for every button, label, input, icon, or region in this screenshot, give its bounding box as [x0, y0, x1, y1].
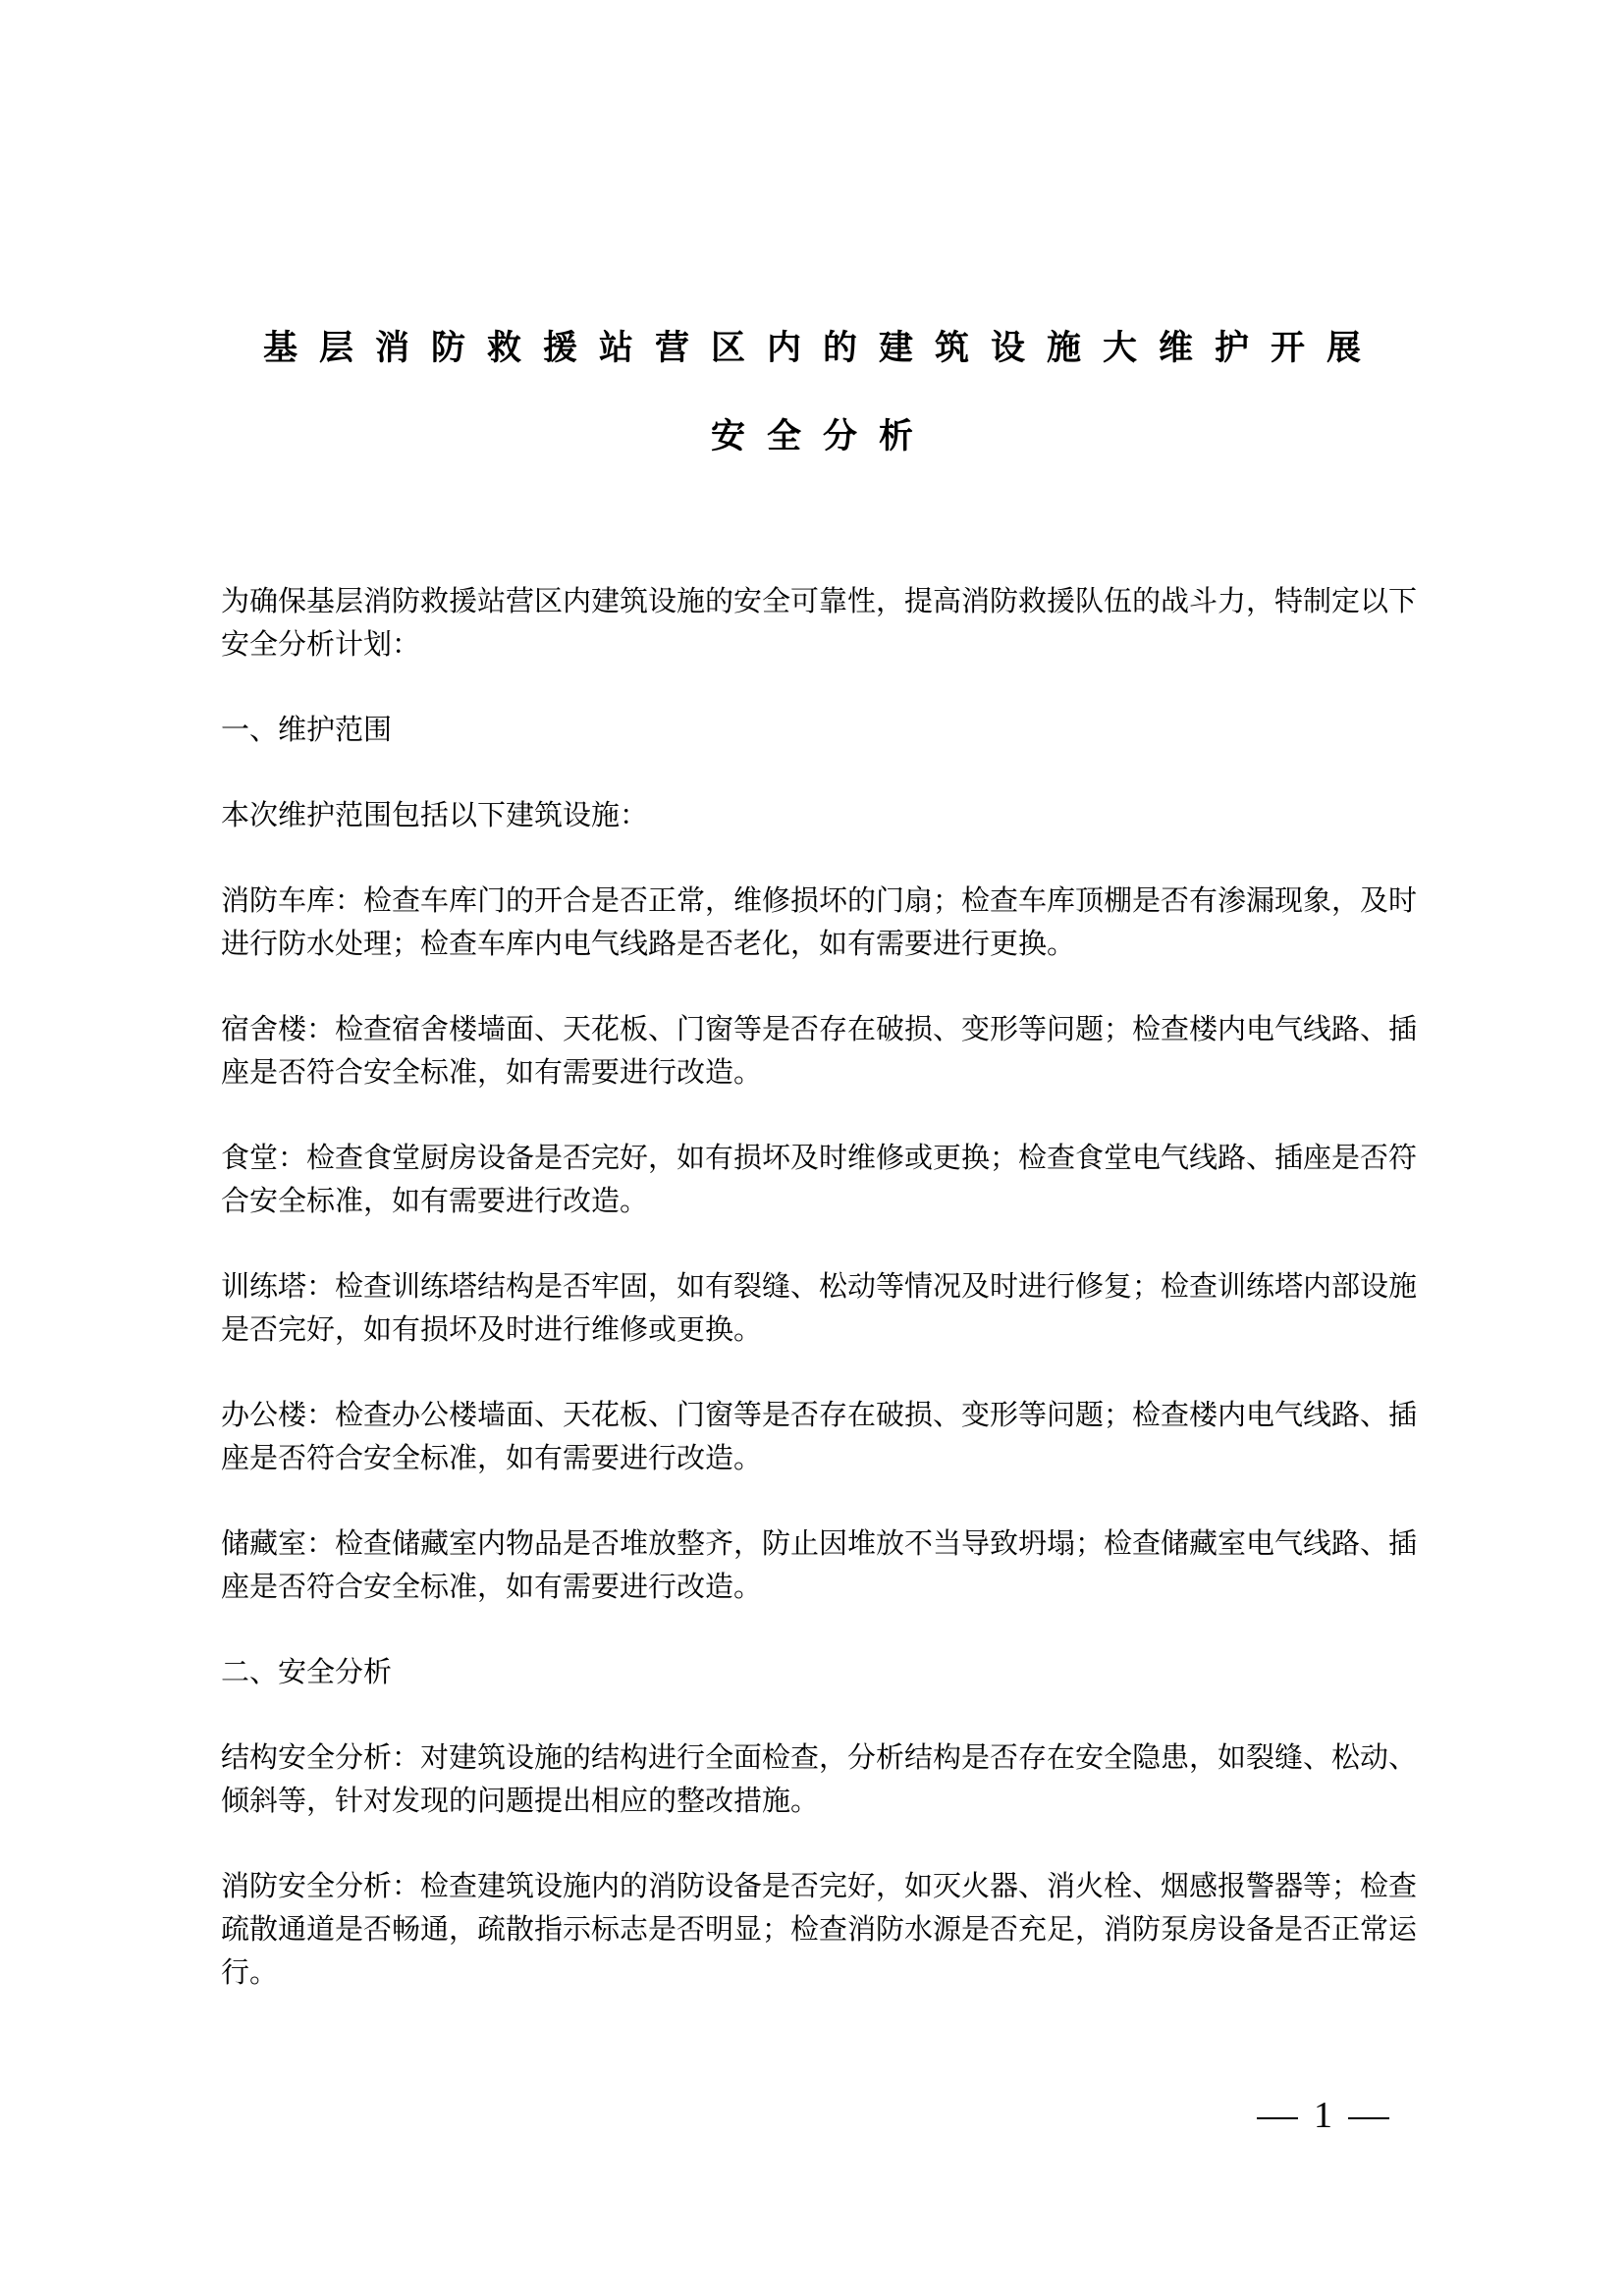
item-fire-garage: [221, 879, 1438, 965]
analysis-text: ：对建筑设施的结构进行全面检查，分析结构是否存在安全隐患，如裂缝、松动、倾斜等，针对发现的问题提出相应的整改措施。: [221, 1740, 1418, 1817]
item-canteen: [221, 1136, 1438, 1222]
item-text: ：检查食堂厨房设备是否完好，如有损坏及时维修或更换；检查食堂电气线路、插座是否符合安全标准，如有需要进行改造。: [221, 1141, 1418, 1217]
item-text: ：检查训练塔结构是否牢固，如有裂缝、松动等情况及时进行修复；检查训练塔内部设施是否完好，如有损坏及时进行维修或更换。: [221, 1269, 1418, 1346]
document-title-line-2: 安全分析: [710, 417, 935, 456]
page-number-right-dash: [1348, 2117, 1389, 2119]
page-number: 1: [1314, 2095, 1332, 2136]
item-dormitory: [221, 1007, 1438, 1094]
section-2-heading: 二、安全分析: [221, 1655, 393, 1688]
intro-paragraph: 为确保基层消防救援站营区内建筑设施的安全可靠性，提高消防救援队伍的战斗力，特制定以下安全分析计划：: [221, 584, 1418, 661]
analysis-structural: [221, 1735, 1438, 1822]
item-label: 宿舍楼: [221, 1012, 307, 1045]
item-label: 消防车库: [221, 883, 336, 917]
item-training-tower: [221, 1264, 1438, 1351]
section-1-intro: 本次维护范围包括以下建筑设施：: [221, 798, 649, 831]
page-number-left-dash: [1257, 2117, 1298, 2119]
item-label: 训练塔: [221, 1269, 307, 1303]
item-text: ：检查办公楼墙面、天花板、门窗等是否存在破损、变形等问题；检查楼内电气线路、插座是否符合安全标准，如有需要进行改造。: [221, 1398, 1418, 1474]
document-body: [221, 579, 1438, 2036]
document-title-line-1: 基层消防救援站营区内的建筑设施大维护开展: [262, 329, 1382, 368]
item-label: 食堂: [221, 1141, 279, 1174]
analysis-label: 结构安全分析: [221, 1740, 393, 1774]
analysis-text: ：检查建筑设施内的消防设备是否完好，如灭火器、消火栓、烟感报警器等；检查疏散通道是否畅通，疏散指示标志是否明显；检查消防水源是否充足，消防泵房设备是否正常运行。: [221, 1869, 1418, 1989]
item-text: ：检查宿舍楼墙面、天花板、门窗等是否存在破损、变形等问题；检查楼内电气线路、插座是否符合安全标准，如有需要进行改造。: [221, 1012, 1418, 1089]
page-number-footer: [1257, 2091, 1414, 2140]
analysis-label: 消防安全分析: [221, 1869, 393, 1902]
item-label: 储藏室: [221, 1526, 307, 1560]
section-1-heading: 一、维护范围: [221, 713, 393, 746]
item-text: ：检查储藏室内物品是否堆放整齐，防止因堆放不当导致坍塌；检查储藏室电气线路、插座是否符合安全标准，如有需要进行改造。: [221, 1526, 1418, 1603]
analysis-fire-safety: [221, 1864, 1438, 1994]
item-label: 办公楼: [221, 1398, 307, 1431]
item-storage-room: [221, 1522, 1438, 1608]
item-text: ：检查车库门的开合是否正常，维修损坏的门扇；检查车库顶棚是否有渗漏现象，及时进行防水处理；检查车库内电气线路是否老化，如有需要进行更换。: [221, 883, 1418, 960]
item-office-building: [221, 1393, 1438, 1479]
